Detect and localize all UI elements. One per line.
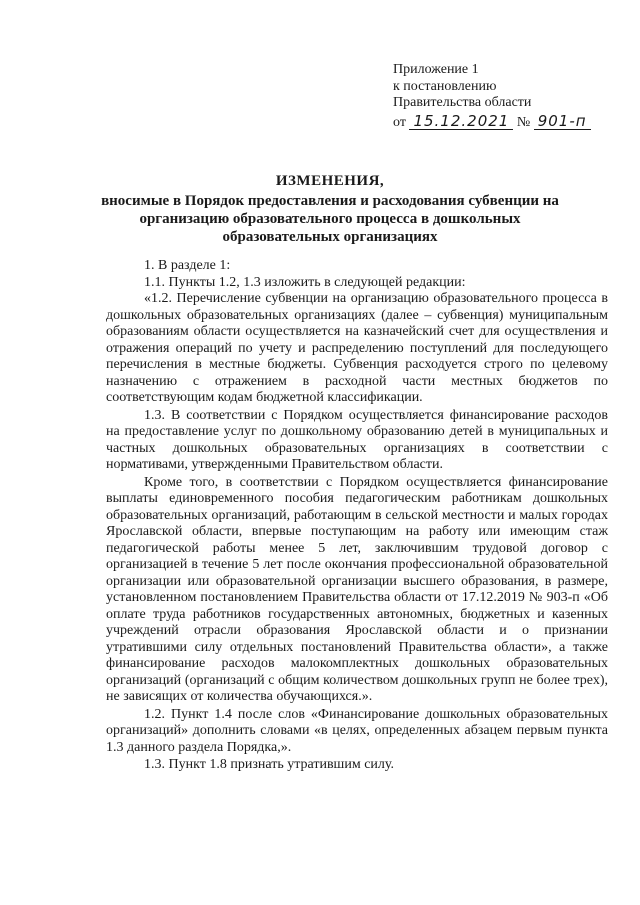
appendix-line-1: Приложение 1 xyxy=(393,62,479,77)
handwritten-number: 901-п xyxy=(534,113,591,131)
decree-date-line xyxy=(393,113,623,132)
appendix-line-2: к постановлению xyxy=(393,78,497,94)
date-prefix: от xyxy=(393,114,406,130)
paragraph: Кроме того, в соответствии с Порядком осуществляется финансирование выплаты единовременного пособия педагогическим работникам дошкольных образовательных организаций, работающим в сельской местности и малых городах Ярославской области, впервые поступающим на работу или имеющим стаж педагогической работы менее 5 лет, заключившим трудовой договор с организацией в течение 5 лет после окончания профессиональной образовательной организации или образовательной организации высшего образования, в размере, установленном постановлением Правительства области от 17.12.2019 № 903-п «Об оплате труда работников государственных автономных, бюджетных и казенных учреждений отрасли образования Ярославской области и о признании утратившими силу отдельных постановлений Правительства области», а также финансирование расходов малокомплектных дошкольных образовательных организаций (организаций с общим количеством дошкольных групп не более трех), не зависящих от количества обучающихся.». xyxy=(106,474,608,704)
paragraph: 1.2. Пункт 1.4 после слов «Финансирование дошкольных образовательных организаций» дополнить словами «в целях, определенных абзацем первым пункта 1.3 данного раздела Порядка,». xyxy=(106,706,608,755)
handwritten-date: 15.12.2021 xyxy=(409,113,513,131)
title-main: ИЗМЕНЕНИЯ, xyxy=(275,173,385,189)
number-prefix: № xyxy=(516,114,531,130)
document-body xyxy=(106,258,608,774)
title-subtitle: вносимые в Порядок предоставления и расходования субвенции на организацию образовательного процесса в дошкольных образовательных организациях xyxy=(101,193,559,245)
paragraph: 1.1. Пункты 1.2, 1.3 изложить в следующей редакции: xyxy=(144,274,466,290)
appendix-block xyxy=(393,62,623,131)
paragraph: «1.2. Перечисление субвенции на организацию образовательного процесса в дошкольных образовательных организациях (далее – субвенция) муниципальным образованиям области осуществляется на казначейский счет для осуществления и отражения операций по учету и распределению поступлений для последующего перечисления в местные бюджеты. Субвенция расходуется строго по целевому назначению с отражением в расходной части местных бюджетов по соответствующим кодам бюджетной классификации. xyxy=(106,291,608,405)
document-title xyxy=(80,172,580,246)
paragraph: 1. В разделе 1: xyxy=(144,258,231,273)
appendix-line-3: Правительства области xyxy=(393,95,532,110)
paragraph: 1.3. В соответствии с Порядком осуществляется финансирование расходов на предоставление услуг по дошкольному образованию детей в муниципальных и частных дошкольных образовательных организациях в соответствии с нормативами, утвержденными Правительством области. xyxy=(106,407,608,472)
paragraph: 1.3. Пункт 1.8 признать утратившим силу. xyxy=(144,757,394,772)
